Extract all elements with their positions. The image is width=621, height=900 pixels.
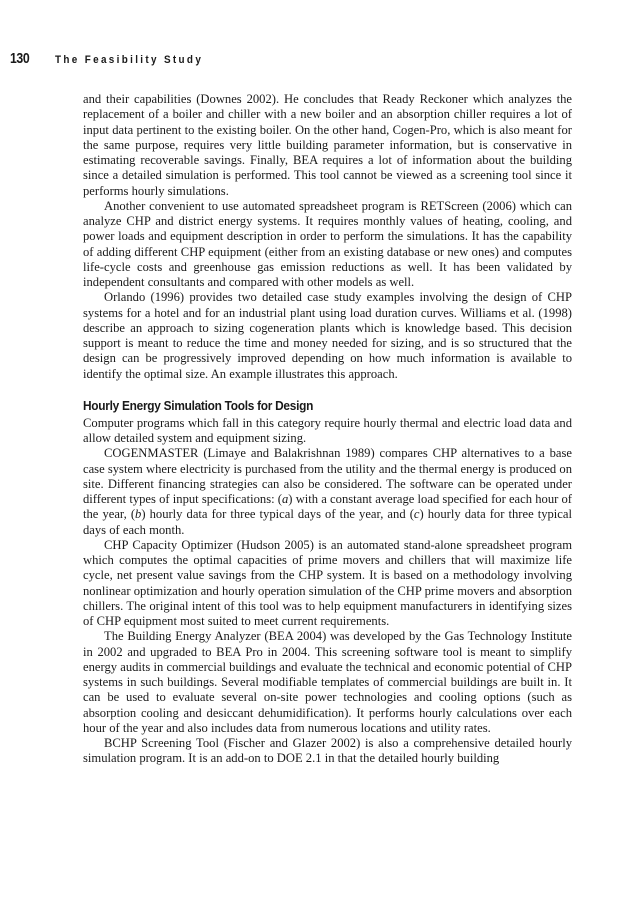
running-head xyxy=(10,50,220,70)
paragraph-retscreen: Another convenient to use automated spreadsheet program is RETScreen (2006) which can analyze CHP and district energy systems. It requires monthly values of heating, cooling, and power loads and equipment description in order to perform the simulations. It has the capability of adding different CHP equipment (either from an existing database or new ones) and computes life-cycle costs and greenhouse gas emission reductions as well. It has been validated by independent consultants and compared with other models as well. xyxy=(83,198,572,289)
enumeration-marker: a xyxy=(282,492,289,506)
paragraph-bchp-screening-tool: BCHP Screening Tool (Fischer and Glazer 2002) is also a comprehensive detailed hourly simulation program. It is an add-on to DOE 2.1 in that the detailed hourly building xyxy=(83,736,572,766)
paragraph-building-energy-analyzer: The Building Energy Analyzer (BEA 2004) was developed by the Gas Technology Institute in 2002 and upgraded to BEA Pro in 2004. This screening software tool is meant to simplify energy audits in commercial buildings and evaluate the technical and economic potential of CHP systems in such buildings. Several modifiable templates of commercial buildings are built in. It can be used to evaluate several on-site power technologies and cooling options (such as absorption cooling and desiccant dehumidification). It performs hourly calculations over each hour of the year and also includes data from numerous locations and utility rates. xyxy=(83,629,572,735)
paragraph-cogenmaster: COGENMASTER (Limaye and Balakrishnan 1989) compares CHP alternatives to a base case system where electricity is purchased from the utility and the thermal energy is produced on site. Different financing strategies can also be considered. The software can be operated under different types of input specifications: (a) with a constant average load specified for each hour of the year, (b) hourly data for three typical days of the year, and (c) hourly data for three typical days of each month. xyxy=(83,446,572,537)
enumeration-marker: c xyxy=(413,507,420,522)
section-heading: Hourly Energy Simulation Tools for Design xyxy=(83,397,314,413)
page-number: 130 xyxy=(10,50,30,67)
paragraph-orlando-williams: Orlando (1996) provides two detailed case study examples involving the design of CHP systems for a hotel and for an industrial plant using load duration curves. Williams et al. (1998) describe an approach to sizing cogeneration plants which is knowledge based. This decision support is meant to reduce the time and money needed for sizing, and is so structured that the design can be progressively improved depending on how much information is available to identify the optimal size. An example illustrates this approach. xyxy=(83,290,572,381)
paragraph-downes-capabilities: and their capabilities (Downes 2002). He concludes that Ready Reckoner which analyzes the replacement of a boiler and chiller with a new boiler and an absorption chiller requires a lot of input data pertinent to the existing boiler. On the other hand, Cogen-Pro, which is also meant for the same purpose, requires very little building parameter information, but is conservative in estimating recoverable savings. Finally, BEA requires a lot of information about the building since a detailed simulation is performed. This tool cannot be viewed as a screening tool since it performs hourly simulations. xyxy=(83,92,572,198)
enumeration-marker: b xyxy=(135,507,142,522)
page-body xyxy=(83,92,572,767)
chapter-title: The Feasibility Study xyxy=(55,54,204,66)
paragraph-section-intro: Computer programs which fall in this category require hourly thermal and electric load data and allow detailed system and equipment sizing. xyxy=(83,415,572,445)
paragraph-chp-capacity-optimizer: CHP Capacity Optimizer (Hudson 2005) is an automated stand-alone spreadsheet program which computes the optimal capacities of prime movers and chillers that will maximize life cycle, net present value savings from the CHP system. It is based on a methodology involving nonlinear optimization and hourly operation simulation of the CHP prime movers and absorption chillers. The original intent of this tool was to help equipment manufacturers in identifying sizes of CHP equipment most suited to meet current requirements. xyxy=(83,537,572,628)
